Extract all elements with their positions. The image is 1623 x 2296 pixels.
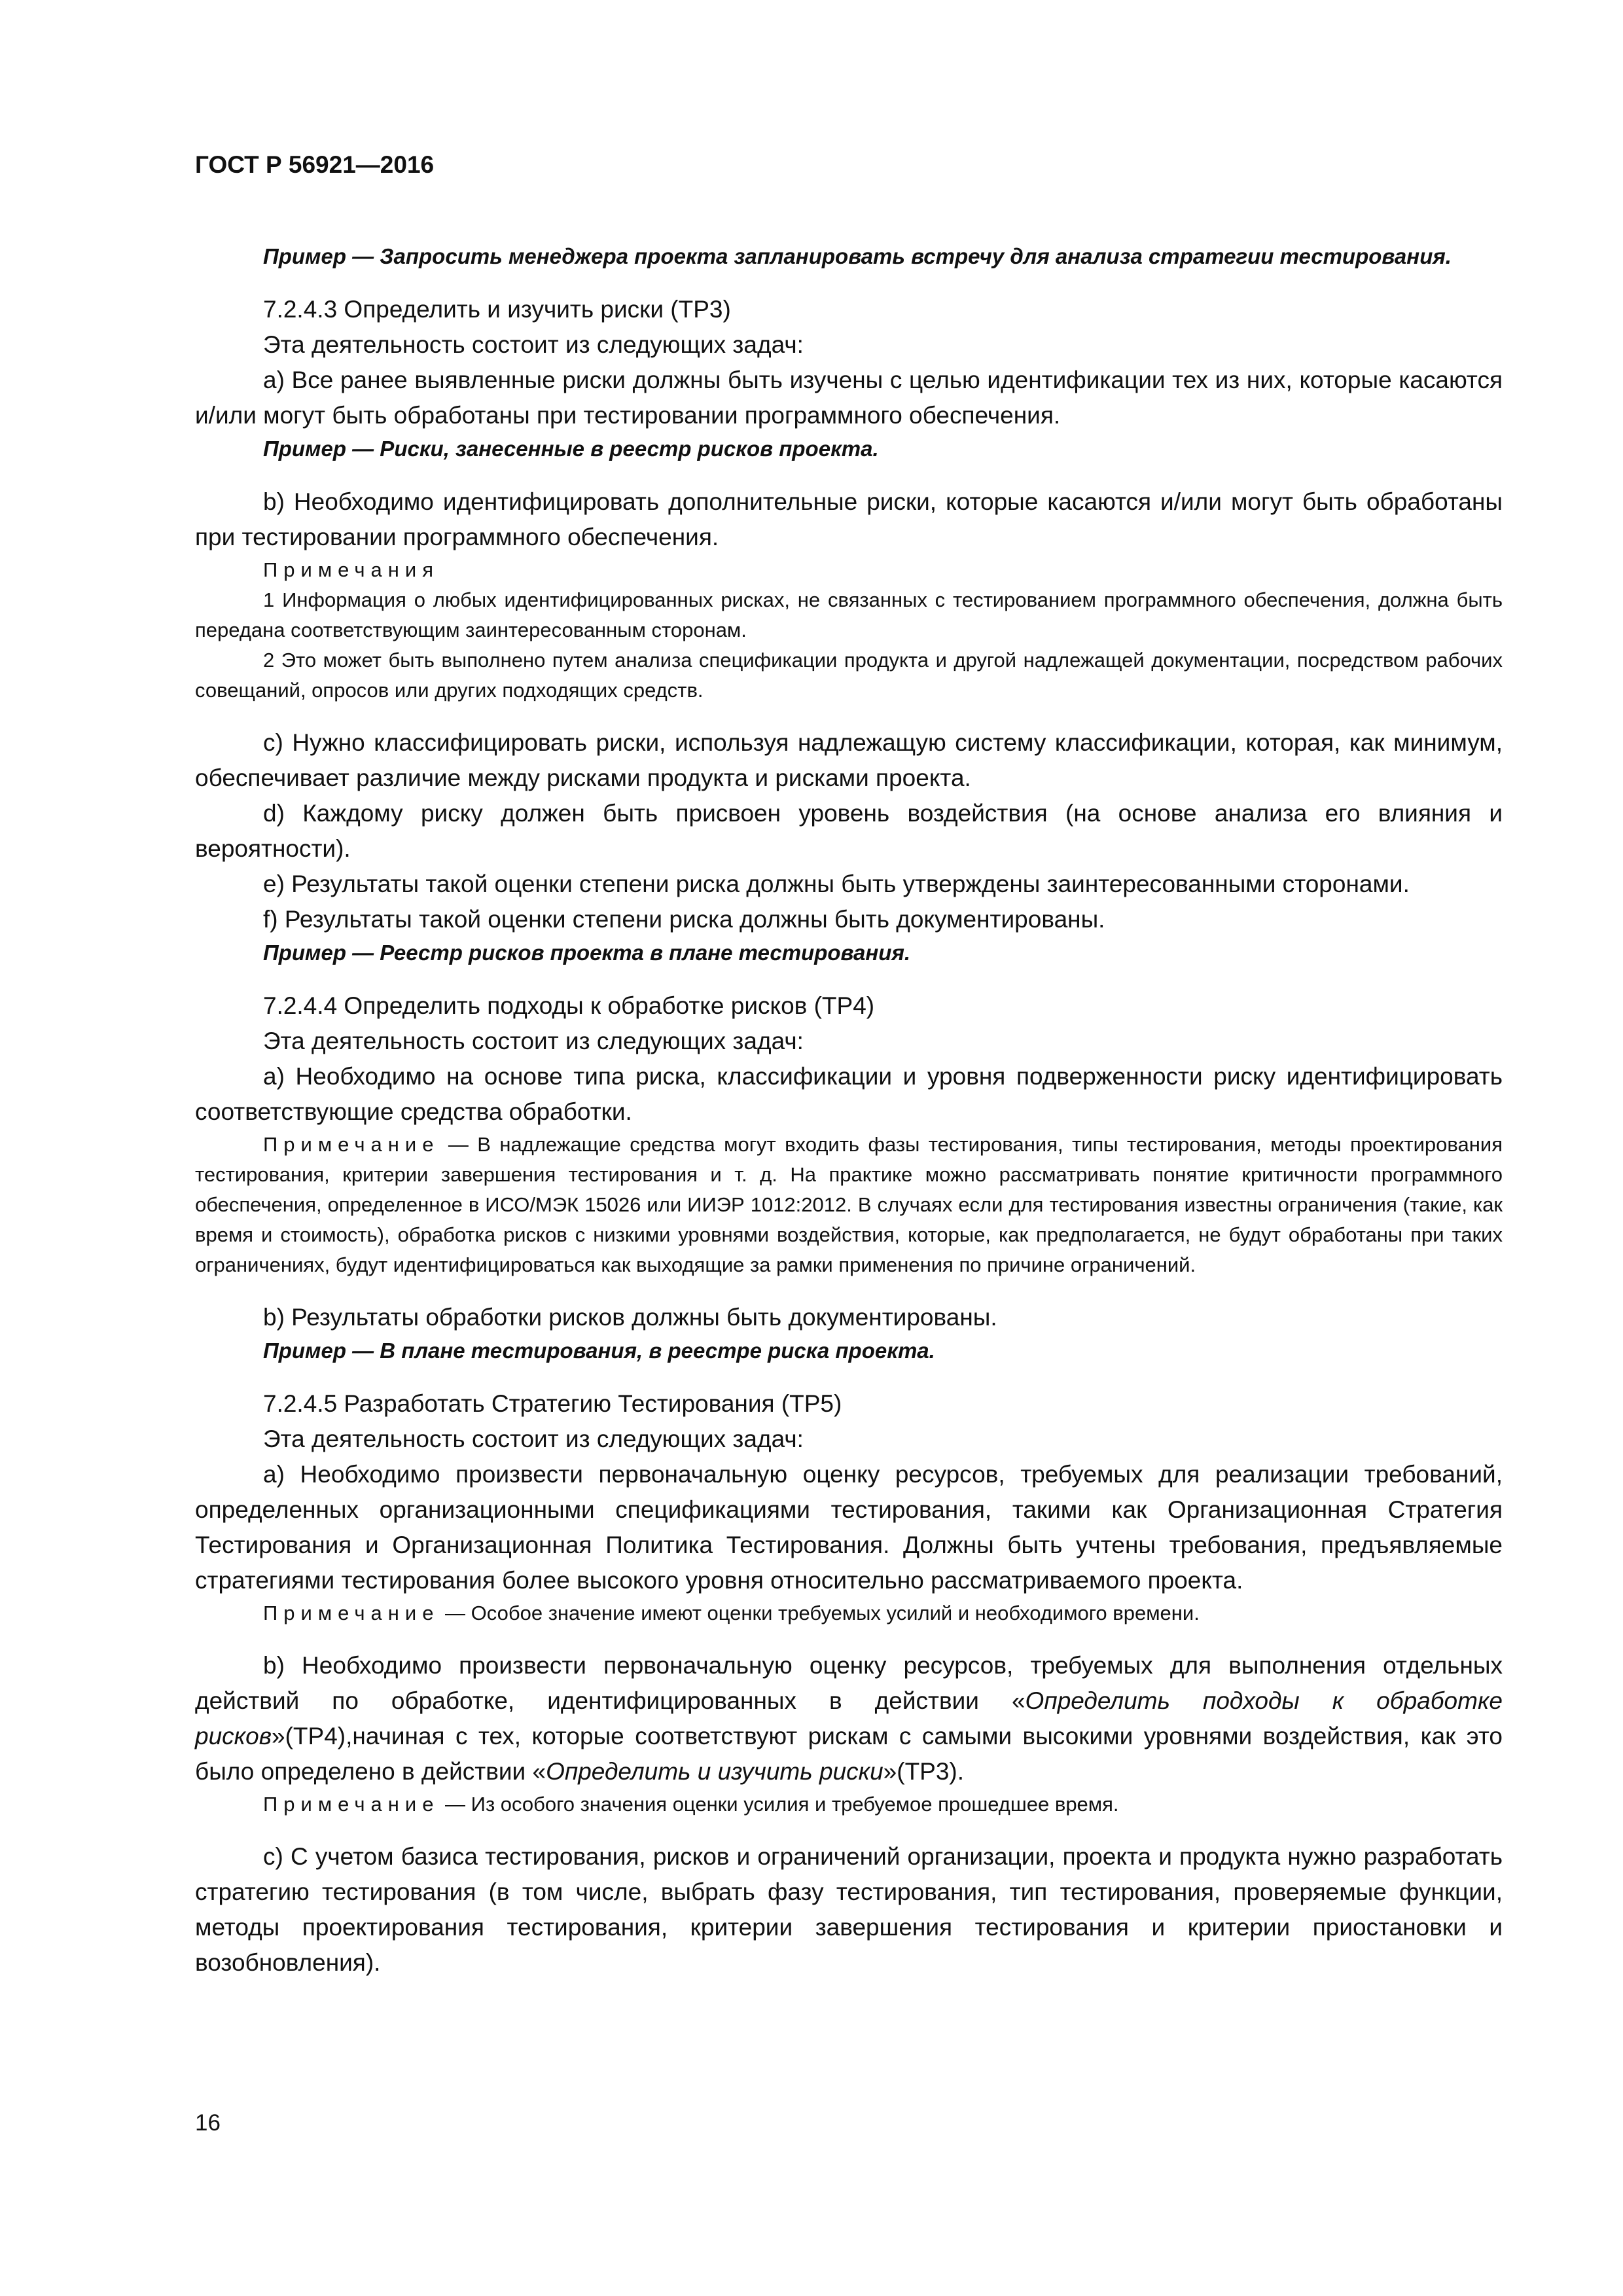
section-7-2-4-5-item-a: a) Необходимо произвести первоначальную оценку ресурсов, требуемых для реализации требований, определенных организационными спецификациями тестирования, такими как Организационная Стратегия Тестирования и Организационная Политика Тестирования. Должны быть учтены требования, предъявляемые стратегиями тестирования более высокого уровня относительно рассматриваемого проекта. — [195, 1461, 1503, 1594]
section-7-2-4-3-item-a: a) Все ранее выявленные риски должны быть изучены с целью идентификации тех из них, которые касаются и/или могут быть обработаны при тестировании программного обеспечения. — [195, 367, 1503, 429]
section-7-2-4-3-title: 7.2.4.3 Определить и изучить риски (TP3) — [263, 296, 731, 323]
section-7-2-4-5-item-c: c) С учетом базиса тестирования, рисков и ограничений организации, проекта и продукта нужно разработать стратегию тестирования (в том числе, выбрать фазу тестирования, тип тестирования, проверяемые функции, методы проектирования тестирования, критерии завершения тестирования и критерии приостановки и возобновления). — [195, 1843, 1503, 1976]
section-7-2-4-4-title: 7.2.4.4 Определить подходы к обработке рисков (TP4) — [263, 992, 875, 1019]
section-7-2-4-4-item-a: a) Необходимо на основе типа риска, классификации и уровня подверженности риску идентифицировать соответствующие средства обработки. — [195, 1063, 1503, 1125]
note-5-label: Примечание — [263, 1793, 440, 1816]
section-7-2-4-3-intro: Эта деятельность состоит из следующих задач: — [263, 331, 804, 358]
section-7-2-4-4-intro: Эта деятельность состоит из следующих задач: — [263, 1028, 804, 1054]
page-content — [195, 149, 1503, 1981]
note-4 — [195, 1598, 1503, 1628]
note-3 — [195, 1130, 1503, 1280]
note-2: 2 Это может быть выполнено путем анализа спецификации продукта и другой надлежащей документации, посредством рабочих совещаний, опросов или других подходящих средств. — [195, 649, 1503, 702]
notes-heading: Примечания — [263, 558, 439, 581]
note-1: 1 Информация о любых идентифицированных рисках, не связанных с тестированием программного обеспечения, должна быть передана соответствующим заинтересованным сторонам. — [195, 588, 1503, 641]
section-7-2-4-3-item-d: d) Каждому риску должен быть присвоен уровень воздействия (на основе анализа его влияния и вероятности). — [195, 800, 1503, 862]
section-7-2-4-3-item-f: f) Результаты такой оценки степени риска должны быть документированы. — [263, 906, 1105, 933]
item-b-part-5: »(TP3). — [883, 1758, 965, 1785]
section-7-2-4-3-item-e: e) Результаты такой оценки степени риска должны быть утверждены заинтересованными сторонами. — [263, 870, 1410, 897]
example-4: Пример — В плане тестирования, в реестре риска проекта. — [263, 1338, 935, 1363]
item-b-ref-tp3: Определить и изучить риски — [546, 1758, 883, 1785]
example-2: Пример — Риски, занесенные в реестр рисков проекта. — [263, 437, 879, 461]
note-3-text: — В надлежащие средства могут входить фазы тестирования, типы тестирования, методы проектирования тестирования, критерии завершения тестирования и т. д. На практике можно рассматривать понятие критичности программного обеспечения, определенное в ИСО/МЭК 15026 или ИИЭР 1012:2012. В случаях если для тестирования известны ограничения (такие, как время и стоимость), обработка рисков с низкими уровнями воздействия, которые, как предполагается, не будут обработаны при таких ограничениях, будут идентифицироваться как выходящие за рамки применения по причине ограничений. — [195, 1133, 1503, 1276]
note-5 — [195, 1789, 1503, 1820]
item-b-part-1: b) Необходимо произвести первоначальную оценку ресурсов, требуемых для выполнения отдельных действий по обработке, идентифицированных в действии « — [195, 1652, 1503, 1714]
note-4-text: — Особое значение имеют оценки требуемых усилий и необходимого времени. — [439, 1602, 1200, 1624]
section-7-2-4-3-item-c: c) Нужно классифицировать риски, используя надлежащую систему классификации, которая, как минимум, обеспечивает различие между рисками продукта и рисками проекта. — [195, 729, 1503, 791]
item-b-ref-tp4: Определить подходы к обработке рисков — [195, 1687, 1503, 1749]
document-header: ГОСТ Р 56921—2016 — [195, 151, 435, 178]
note-5-text: — Из особого значения оценки усилия и требуемое прошедшее время. — [439, 1793, 1119, 1816]
item-b-part-3: »(TP4),начиная с тех, которые соответствуют рискам с самыми высокими уровнями воздействия, как это было определено в действии « — [195, 1723, 1503, 1785]
section-7-2-4-5-item-b — [195, 1648, 1503, 1789]
example-3: Пример — Реестр рисков проекта в плане тестирования. — [263, 941, 911, 965]
section-7-2-4-4-item-b: b) Результаты обработки рисков должны быть документированы. — [263, 1304, 997, 1331]
note-4-label: Примечание — [263, 1602, 440, 1624]
section-7-2-4-5-intro: Эта деятельность состоит из следующих задач: — [263, 1426, 804, 1452]
section-7-2-4-3-item-b: b) Необходимо идентифицировать дополнительные риски, которые касаются и/или могут быть обработаны при тестировании программного обеспечения. — [195, 488, 1503, 550]
example-1: Пример — Запросить менеджера проекта запланировать встречу для анализа стратегии тестирования. — [263, 244, 1452, 268]
page-number: 16 — [195, 2110, 221, 2136]
section-7-2-4-5-title: 7.2.4.5 Разработать Стратегию Тестирования (TP5) — [263, 1390, 842, 1417]
note-3-label: Примечание — [263, 1133, 440, 1156]
